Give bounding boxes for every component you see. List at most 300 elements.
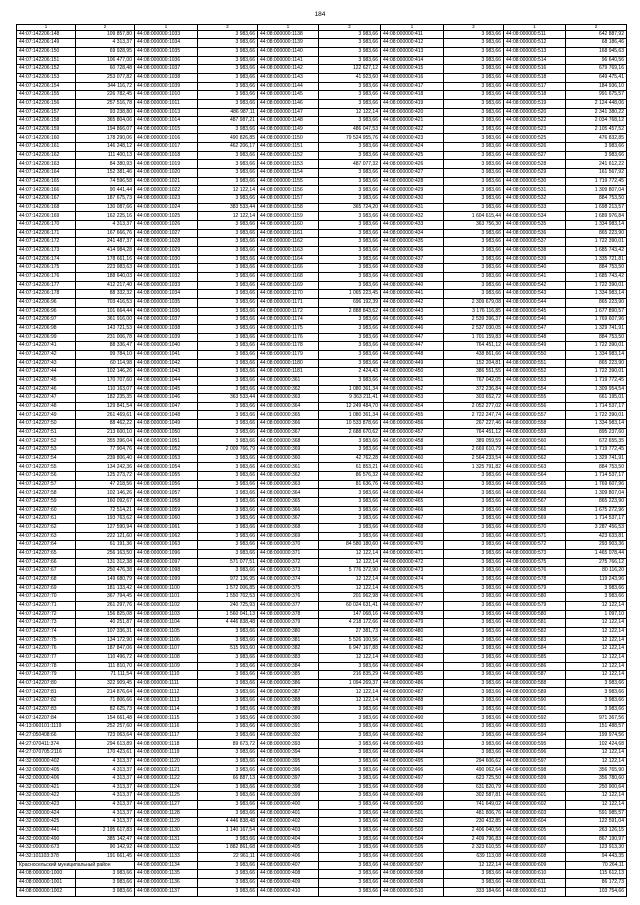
value-cell: 3 983,66	[319, 238, 381, 247]
value-cell: 70 264,11	[566, 861, 627, 870]
cadastral-number-cell: 44:08:000000:541	[504, 272, 566, 281]
value-cell: 81 636,76	[319, 480, 381, 489]
cadastral-number-cell: 44:08:000000:595	[504, 740, 566, 749]
table-row	[17, 229, 627, 238]
value-cell: 6 947 167,88	[319, 645, 381, 654]
cadastral-number-cell: 44:08:000000:565	[504, 480, 566, 489]
cadastral-number-cell: 44:27:070411:374	[17, 740, 76, 749]
cadastral-number-cell: 44:08:000000:1053	[135, 454, 198, 463]
value-cell: 3 983,66	[198, 151, 258, 160]
value-cell: 2 052 277,02	[444, 402, 504, 411]
cadastral-number-cell: 44:07:142206:158	[17, 117, 76, 126]
table-row	[17, 472, 627, 481]
cadastral-number-cell: 44:27:050408:66	[17, 731, 76, 740]
value-cell: 4 313,37	[76, 757, 135, 766]
cadastral-number-cell: 44:08:000000:1132	[135, 844, 198, 853]
value-cell: 865 223,90	[566, 229, 627, 238]
cadastral-number-cell: 44:08:000000:558	[504, 420, 566, 429]
value-cell: 412 217,40	[76, 281, 135, 290]
cadastral-number-cell: 44:08:000000:1013	[135, 108, 198, 117]
cadastral-number-cell: 44:08:000000:1147	[258, 108, 319, 117]
cadastral-number-cell: 44:08:000000:1145	[258, 91, 319, 100]
value-cell: 12 122,14	[566, 636, 627, 645]
cadastral-number-cell: 44:08:000000:551	[504, 359, 566, 368]
cadastral-number-cell: 44:08:000000:542	[504, 281, 566, 290]
value-cell: 4 313,37	[76, 801, 135, 810]
value-cell: 3 983,66	[198, 65, 258, 74]
cadastral-number-cell: 44:08:000000:1150	[258, 134, 319, 143]
value-cell: 3 983,66	[444, 593, 504, 602]
cadastral-number-cell: 44:08:000000:377	[258, 601, 319, 610]
cadastral-number-cell: 44:08:000000:505	[381, 844, 444, 853]
cadastral-number-cell: 44:08:000000:1047	[135, 402, 198, 411]
value-cell: 3 983,66	[444, 506, 504, 515]
value-cell: 1 685 743,42	[566, 247, 627, 256]
value-cell: 3 983,66	[444, 125, 504, 134]
cadastral-number-cell: 44:08:000000:1044	[135, 376, 198, 385]
value-cell: 303 652,72	[444, 394, 504, 403]
cadastral-number-cell: 44:08:000000:573	[504, 549, 566, 558]
value-cell: 3 983,66	[198, 307, 258, 316]
cadastral-number-cell: 44:07:142207:74	[17, 627, 76, 636]
cadastral-number-cell: 44:08:000000:362	[258, 472, 319, 481]
cadastral-number-cell: 44:08:000000:560	[504, 437, 566, 446]
value-cell: 3 983,66	[566, 151, 627, 160]
cadastral-number-cell: 44:07:142207:69	[17, 584, 76, 593]
value-cell: 94 443,35	[566, 852, 627, 861]
value-cell: 462 206,17	[198, 143, 258, 152]
table-row	[17, 601, 627, 610]
value-cell: 3 983,66	[198, 627, 258, 636]
table-row	[17, 731, 627, 740]
value-cell: 187 675,73	[76, 195, 135, 204]
value-cell: 115 612,13	[566, 870, 627, 879]
value-cell: 3 983,66	[444, 160, 504, 169]
cadastral-number-cell: 44:32:000000:402	[17, 757, 76, 766]
value-cell: 3 983,66	[444, 610, 504, 619]
cadastral-number-cell: 44:08:000000:1156	[258, 186, 319, 195]
value-cell: 3 983,66	[198, 281, 258, 290]
table-row	[17, 558, 627, 567]
value-cell: 661 195,01	[566, 394, 627, 403]
cadastral-number-cell: 44:08:000000:376	[258, 593, 319, 602]
value-cell: 252 257,60	[76, 723, 135, 732]
table-row	[17, 593, 627, 602]
cadastral-number-cell: 44:08:000000:1160	[258, 221, 319, 230]
cadastral-number-cell: 44:08:000000:1098	[135, 567, 198, 576]
value-cell: 971 367,56	[566, 714, 627, 723]
cadastral-number-cell: 44:08:000000:378	[258, 610, 319, 619]
value-cell: 231 006,78	[76, 333, 135, 342]
cadastral-number-cell: 44:08:000000:492	[381, 731, 444, 740]
table-row	[17, 757, 627, 766]
table-row	[17, 376, 627, 385]
cadastral-number-cell: 44:08:000000:486	[381, 679, 444, 688]
value-cell: 3 983,66	[319, 437, 381, 446]
value-cell: 69 928,95	[76, 47, 135, 56]
column-header: 2	[319, 25, 381, 31]
cadastral-number-cell: 44:08:000000:580	[504, 610, 566, 619]
cadastral-number-cell: 44:08:000000:533	[504, 203, 566, 212]
value-cell: 3 983,66	[198, 861, 258, 870]
cadastral-number-cell: 44:07:142207:83	[17, 705, 76, 714]
value-cell: 2 409 796,83	[444, 835, 504, 844]
cadastral-number-cell: 44:08:000000:1011	[135, 99, 198, 108]
value-cell: 1 714 537,17	[566, 472, 627, 481]
cadastral-number-cell: 44:08:000000:1120	[135, 757, 198, 766]
value-cell: 1 329 741,91	[566, 454, 627, 463]
cadastral-number-cell: 44:08:000000:1131	[135, 835, 198, 844]
column-header: 2	[198, 25, 258, 31]
value-cell: 1 769 607,96	[566, 316, 627, 325]
value-cell: 3 983,66	[444, 480, 504, 489]
cadastral-number-cell: 44:08:000000:426	[381, 160, 444, 169]
table-row	[17, 489, 627, 498]
value-cell: 74 596,58	[76, 177, 135, 186]
cadastral-number-cell: 44:08:000000:1121	[135, 766, 198, 775]
value-cell: 3 983,66	[319, 740, 381, 749]
cadastral-number-cell: 44:08:000000:532	[504, 195, 566, 204]
value-cell: 3 983,66	[444, 515, 504, 524]
cadastral-number-cell: 44:08:000000:1043	[135, 368, 198, 377]
cadastral-number-cell: 44:08:000000:395	[258, 757, 319, 766]
cadastral-number-cell: 44:08:000000:1015	[135, 125, 198, 134]
value-cell: 191 661,45	[76, 852, 135, 861]
value-cell: 3 983,66	[444, 619, 504, 628]
cadastral-number-cell: 44:08:000000:1116	[135, 723, 198, 732]
cadastral-number-cell: 44:08:000000:516	[504, 65, 566, 74]
value-cell: 4 313,37	[76, 221, 135, 230]
page-number: 184	[314, 11, 326, 18]
table-row	[17, 688, 627, 697]
value-cell: 3 983,66	[319, 723, 381, 732]
cadastral-number-cell: 44:08:000000:457	[381, 428, 444, 437]
cadastral-number-cell: 44:08:000000:1179	[258, 350, 319, 359]
table-row	[17, 662, 627, 671]
value-cell: 42 762,28	[319, 454, 381, 463]
cadastral-number-cell: 44:08:000000:400	[258, 801, 319, 810]
cadastral-number-cell: 44:08:000000:566	[504, 489, 566, 498]
cadastral-number-cell: 44:08:000000:1030	[135, 255, 198, 264]
cadastral-number-cell: 44:08:000000:428	[381, 177, 444, 186]
value-cell: 490 826,85	[198, 134, 258, 143]
column-header: 2	[444, 25, 504, 31]
value-cell: 423 633,81	[566, 532, 627, 541]
value-cell: 216 835,29	[319, 671, 381, 680]
value-cell: 3 983,66	[198, 272, 258, 281]
cadastral-number-cell: 44:08:000000:1019	[135, 160, 198, 169]
value-cell: 389 059,59	[444, 437, 504, 446]
cadastral-number-cell: 44:08:000000:580	[504, 593, 566, 602]
table-row	[17, 679, 627, 688]
cadastral-number-cell: 44:08:000000:605	[504, 826, 566, 835]
cadastral-number-cell: 44:08:000000:365	[258, 411, 319, 420]
cadastral-number-cell: 44:32:101103:378	[17, 852, 76, 861]
cadastral-number-cell: 44:08:000000:575	[504, 558, 566, 567]
value-cell: 363 756,30	[444, 221, 504, 230]
value-cell: 223 983,63	[76, 264, 135, 273]
value-cell: 3 983,66	[319, 852, 381, 861]
table-row	[17, 524, 627, 533]
cadastral-number-cell: 44:07:142207:62	[17, 524, 76, 533]
cadastral-number-cell: 44:08:000000:461	[381, 463, 444, 472]
value-cell: 3 983,66	[319, 731, 381, 740]
value-cell: 571 077,51	[198, 558, 258, 567]
cadastral-number-cell: 44:08:000000:1056	[135, 480, 198, 489]
cadastral-number-cell: 44:08:000000:478	[381, 610, 444, 619]
value-cell: 72 514,21	[76, 506, 135, 515]
value-cell: 3 983,66	[198, 376, 258, 385]
cadastral-number-cell: 44:07:142207:42	[17, 350, 76, 359]
value-cell: 3 983,66	[198, 506, 258, 515]
value-cell: 188 640,03	[76, 272, 135, 281]
value-cell: 1 309 807,04	[566, 489, 627, 498]
value-cell: 3 983,66	[444, 472, 504, 481]
value-cell: 2 537 030,05	[444, 324, 504, 333]
value-cell: 1 065 223,45	[319, 290, 381, 299]
value-cell: 239 806,40	[76, 454, 135, 463]
cadastral-number-cell: 44:07:142206:167	[17, 195, 76, 204]
cadastral-number-cell: 44:08:000000:427	[381, 169, 444, 178]
value-cell: 3 983,66	[444, 73, 504, 82]
cadastral-number-cell: 44:08:000000:454	[381, 402, 444, 411]
value-cell: 884 753,50	[566, 264, 627, 273]
cadastral-number-cell: 44:08:000000:1152	[258, 151, 319, 160]
cadastral-number-cell: 44:08:000000:596	[504, 749, 566, 758]
value-cell: 3 983,66	[444, 749, 504, 758]
cadastral-number-cell: 44:07:142206:171	[17, 229, 76, 238]
cadastral-number-cell: 44:08:000000:488	[381, 697, 444, 706]
table-row	[17, 835, 627, 844]
value-cell: 3 983,66	[319, 255, 381, 264]
value-cell: 3 983,66	[198, 160, 258, 169]
cadastral-number-cell: 44:07:142206:164	[17, 169, 76, 178]
cadastral-number-cell: 44:08:000000:477	[381, 601, 444, 610]
cadastral-number-cell: 44:07:142207:52	[17, 437, 76, 446]
value-cell: 146 248,12	[76, 143, 135, 152]
cadastral-number-cell: 44:08:000000:415	[381, 65, 444, 74]
table-row	[17, 498, 627, 507]
cadastral-number-cell: 44:08:000000:1000	[17, 870, 76, 879]
cadastral-number-cell: 44:08:000000:362	[258, 385, 319, 394]
value-cell: 3 983,66	[319, 350, 381, 359]
cadastral-number-cell: 44:08:000000:1036	[135, 307, 198, 316]
table-row	[17, 705, 627, 714]
cadastral-number-cell: 44:32:000000:422	[17, 792, 76, 801]
cadastral-number-cell: 44:08:000000:511	[504, 30, 566, 39]
cadastral-number-cell: 44:08:000000:435	[381, 238, 444, 247]
cadastral-number-cell: 44:07:142207:68	[17, 575, 76, 584]
value-cell: 1 329 741,91	[566, 324, 627, 333]
table-row	[17, 177, 627, 186]
value-cell: 110 496,72	[76, 653, 135, 662]
value-cell: 649 475,41	[566, 73, 627, 82]
value-cell: 3 983,66	[198, 515, 258, 524]
cadastral-number-cell: 44:08:000000:447	[381, 342, 444, 351]
cadastral-number-cell: 44:08:000000:1151	[258, 143, 319, 152]
value-cell: 84 580 180,60	[319, 541, 381, 550]
value-cell: 3 983,66	[444, 584, 504, 593]
value-cell: 639 113,08	[444, 852, 504, 861]
cadastral-number-cell: 44:08:000000:1033	[135, 30, 198, 39]
value-cell: 256 163,50	[76, 549, 135, 558]
value-cell: 3 983,66	[198, 316, 258, 325]
value-cell: 226 782,45	[76, 91, 135, 100]
value-cell: 60 114,98	[76, 359, 135, 368]
cadastral-number-cell: 44:08:000000:590	[504, 697, 566, 706]
value-cell: 3 983,66	[198, 697, 258, 706]
table-row	[17, 255, 627, 264]
value-cell: 127 590,94	[76, 524, 135, 533]
cadastral-number-cell: 44:08:000000:1143	[258, 73, 319, 82]
cadastral-number-cell: 44:08:000000:592	[504, 714, 566, 723]
cadastral-number-cell: 44:08:000000:506	[381, 852, 444, 861]
cadastral-number-cell: 44:07:142207:77	[17, 653, 76, 662]
value-cell: 3 983,66	[198, 420, 258, 429]
cadastral-number-cell: 44:08:000000:404	[258, 835, 319, 844]
cadastral-number-cell: 44:08:000000:593	[504, 723, 566, 732]
cadastral-number-cell: 44:08:000000:413	[381, 47, 444, 56]
value-cell: 241 487,37	[76, 238, 135, 247]
value-cell: 102 146,26	[76, 368, 135, 377]
cadastral-number-cell: 44:08:000000:438	[381, 264, 444, 273]
value-cell: 89 673,72	[198, 740, 258, 749]
cadastral-number-cell: 44:07:142207:71	[17, 601, 76, 610]
value-cell: 3 983,66	[198, 679, 258, 688]
cadastral-number-cell: 44:08:000000:1038	[135, 324, 198, 333]
value-cell: 12 122,14	[566, 801, 627, 810]
value-cell: 3 983,66	[444, 47, 504, 56]
value-cell: 122 591,04	[566, 818, 627, 827]
cadastral-number-cell: 44:08:000000:384	[258, 662, 319, 671]
value-cell: 3 983,66	[444, 870, 504, 879]
cadastral-number-cell: 44:32:000000:490	[17, 835, 76, 844]
cadastral-number-cell: 44:07:142206:99	[17, 333, 76, 342]
value-cell: 3 983,66	[319, 151, 381, 160]
cadastral-number-cell: 44:08:000000:467	[381, 515, 444, 524]
column-header: 2	[76, 25, 135, 31]
cadastral-number-cell: 44:08:000000:1113	[135, 697, 198, 706]
cadastral-number-cell: 44:08:000000:1122	[135, 775, 198, 784]
cadastral-number-cell: 44:08:000000:366	[258, 506, 319, 515]
value-cell: 3 983,66	[319, 809, 381, 818]
cadastral-number-cell: 44:08:000000:479	[381, 619, 444, 628]
cadastral-number-cell: 44:08:000000:361	[258, 376, 319, 385]
cadastral-number-cell: 44:32:000000:423	[17, 801, 76, 810]
table-row	[17, 878, 627, 887]
value-cell: 1 334 983,14	[566, 290, 627, 299]
table-row	[17, 82, 627, 91]
cadastral-number-cell: 44:08:000000:579	[504, 584, 566, 593]
cadastral-number-cell: 44:08:000000:1014	[135, 117, 198, 126]
value-cell: 3 983,66	[198, 39, 258, 48]
cadastral-number-cell: 44:08:000000:405	[258, 844, 319, 853]
value-cell: 3 983,66	[198, 437, 258, 446]
value-cell: 703 416,53	[76, 298, 135, 307]
value-cell: 3 983,66	[444, 498, 504, 507]
cadastral-number-cell: 44:08:000000:1142	[258, 65, 319, 74]
value-cell: 365 804,06	[76, 117, 135, 126]
cadastral-number-cell: 44:08:000000:425	[381, 151, 444, 160]
cadastral-number-cell: 44:08:000000:396	[258, 766, 319, 775]
value-cell: 3 983,66	[444, 723, 504, 732]
cadastral-number-cell: 44:08:000000:610	[504, 870, 566, 879]
value-cell: 12 122,14	[566, 671, 627, 680]
cadastral-number-cell: 44:08:000000:606	[504, 835, 566, 844]
cadastral-number-cell: 44:07:142207:47	[17, 394, 76, 403]
value-cell: 3 983,66	[444, 39, 504, 48]
cadastral-number-cell: 44:08:000000:510	[381, 887, 444, 896]
cadastral-number-cell: 44:08:000000:1180	[258, 359, 319, 368]
value-cell: 3 983,66	[198, 290, 258, 299]
cadastral-number-cell: 44:08:000000:1134	[135, 861, 198, 870]
value-cell: 178 661,16	[76, 255, 135, 264]
cadastral-number-cell: 44:08:000000:1107	[135, 645, 198, 654]
cadastral-number-cell: 44:08:000000:369	[258, 446, 319, 455]
cadastral-number-cell: 44:32:000000:405	[17, 766, 76, 775]
cadastral-number-cell: 44:08:000000:432	[381, 212, 444, 221]
cadastral-number-cell: 44:08:000000:553	[504, 376, 566, 385]
cadastral-number-cell: 44:08:000000:1020	[135, 169, 198, 178]
value-cell: 3 983,66	[198, 809, 258, 818]
cadastral-number-cell: 44:08:000000:1055	[135, 472, 198, 481]
cadastral-number-cell: 44:08:000000:1114	[135, 705, 198, 714]
table-row	[17, 515, 627, 524]
cadastral-number-cell: 44:08:000000:1057	[135, 489, 198, 498]
value-cell: 61 853,21	[319, 463, 381, 472]
table-row	[17, 65, 627, 74]
value-cell: 2 722 247,74	[444, 411, 504, 420]
value-cell: 12 122,14	[319, 558, 381, 567]
value-cell: 1 882 861,68	[198, 844, 258, 853]
cadastral-number-cell: 44:08:000000:387	[258, 688, 319, 697]
table-row	[17, 636, 627, 645]
value-cell: 3 983,66	[198, 411, 258, 420]
cadastral-number-cell: 44:08:000000:567	[504, 498, 566, 507]
table-row	[17, 272, 627, 281]
value-cell: 257 516,78	[76, 99, 135, 108]
cadastral-number-cell: 44:07:142207:80	[17, 679, 76, 688]
cadastral-number-cell: 44:08:000000:1171	[258, 298, 319, 307]
value-cell: 1 675 272,96	[566, 506, 627, 515]
value-cell: 3 983,66	[198, 195, 258, 204]
cadastral-number-cell: 44:08:000000:475	[381, 584, 444, 593]
cadastral-number-cell: 44:08:000000:1153	[258, 160, 319, 169]
value-cell: 111 810,70	[76, 662, 135, 671]
value-cell: 181 133,42	[76, 584, 135, 593]
value-cell: 3 983,66	[444, 601, 504, 610]
value-cell: 3 983,66	[444, 117, 504, 126]
table-row	[17, 541, 627, 550]
cadastral-number-cell: 44:08:000000:383	[258, 653, 319, 662]
value-cell: 22 961,11	[198, 852, 258, 861]
cadastral-number-cell: 44:08:000000:445	[381, 316, 444, 325]
cadastral-number-cell: 44:07:142206:157	[17, 108, 76, 117]
cadastral-number-cell: 44:07:142206:149	[17, 39, 76, 48]
table-row	[17, 39, 627, 48]
value-cell: 1 334 983,14	[566, 350, 627, 359]
value-cell: 363 533,44	[198, 394, 258, 403]
cadastral-number-cell: 44:07:142206:150	[17, 47, 76, 56]
table-row	[17, 56, 627, 65]
table-row	[17, 298, 627, 307]
value-cell: 147 068,16	[319, 610, 381, 619]
value-cell: 3 983,66	[566, 593, 627, 602]
cadastral-number-cell: 44:08:000000:493	[381, 740, 444, 749]
value-cell: 723 063,64	[76, 731, 135, 740]
cadastral-number-cell: 44:08:000000:369	[258, 532, 319, 541]
column-header: 1	[135, 25, 198, 31]
